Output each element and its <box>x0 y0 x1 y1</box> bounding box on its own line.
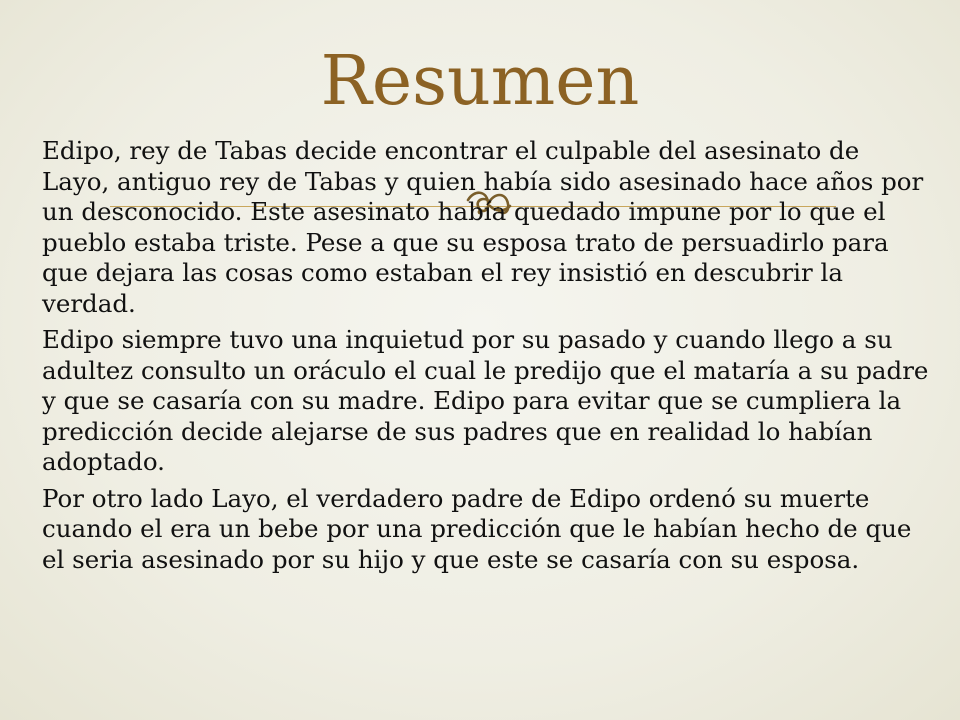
paragraph-3: Por otro lado Layo, el verdadero padre de Edipo ordenó su muerte cuando el era un bebe por una predicción que le habían hecho de que el seria asesinado por su hijo y que este se casaría con su esposa. <box>42 483 912 574</box>
slide-title: Resumen <box>320 42 640 121</box>
summary-body <box>42 136 932 581</box>
paragraph-2: Edipo siempre tuvo una inquietud por su pasado y cuando llego a su adultez consulto un oráculo el cual le predijo que el mataría a su padre y que se casaría con su madre. Edipo para evitar que se cumpliera la predicción decide alejarse de sus padres que en realidad lo habían adoptado. <box>42 325 929 476</box>
paragraph-1: Edipo, rey de Tabas decide encontrar el culpable del asesinato de Layo, antiguo rey de Tabas y quien había sido asesinado hace años por un desconocido. Este asesinato había quedado impune por lo que el pueblo estaba triste. Pese a que su esposa trato de persuadirlo para que dejara las cosas como estaban el rey insistió en descubrir la verdad. <box>42 136 924 318</box>
